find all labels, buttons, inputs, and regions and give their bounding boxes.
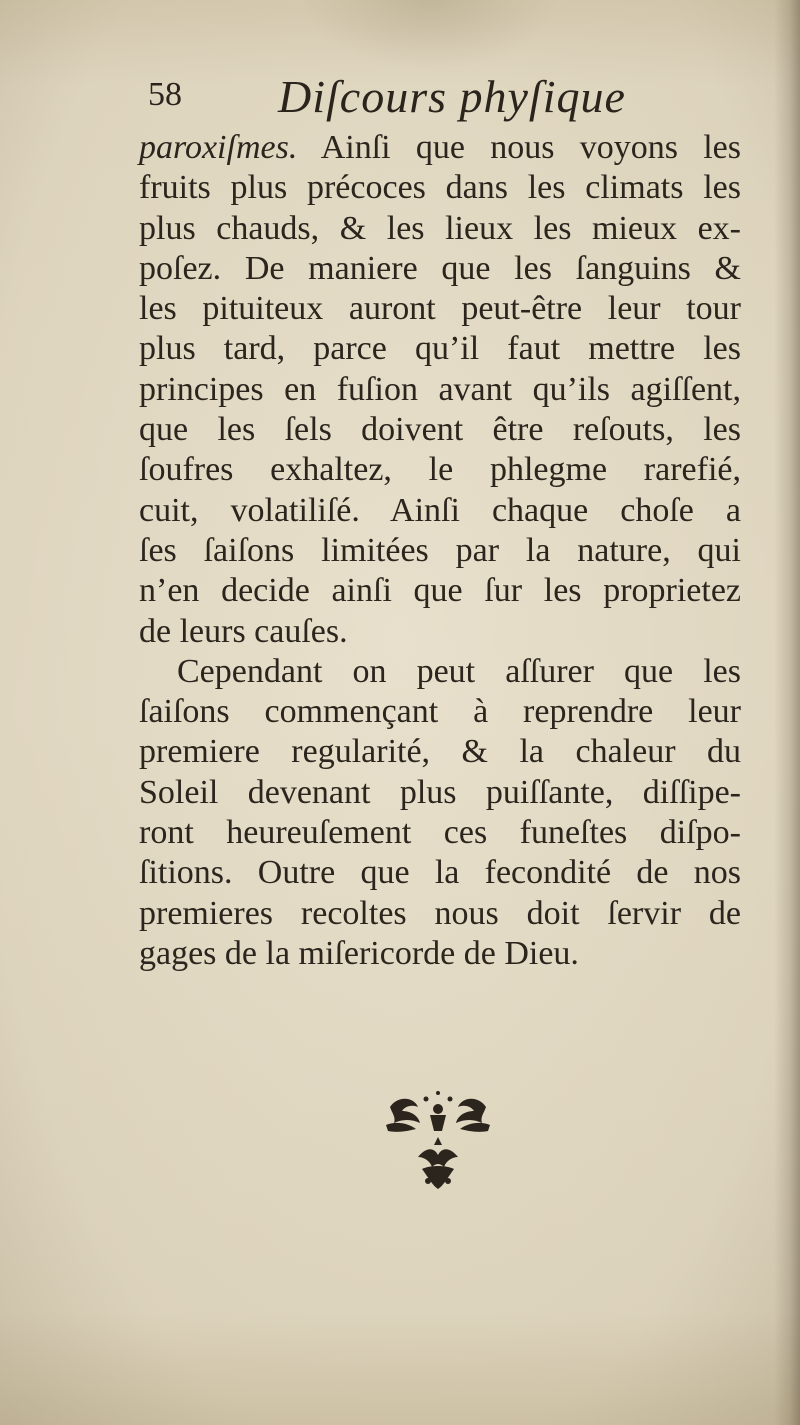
text-line: ront heureuſement ces funeſtes diſpo-: [139, 814, 741, 852]
paper-stain: [300, 0, 560, 70]
text-line: premiere regularité, & la chaleur du: [139, 733, 741, 771]
text-line: plus tard, parce qu’il faut mettre les: [139, 330, 741, 368]
text-line: Cependant on peut aſſurer que les: [177, 652, 741, 690]
page-edge-shadow: [774, 0, 800, 1425]
text-line: Soleil devenant plus puiſſante, diſſipe-: [139, 773, 741, 811]
italic-word: paroxiſmes.: [139, 129, 298, 166]
text-line: [139, 128, 741, 168]
text-line: ſes ſaiſons limitées par la nature, qui: [139, 531, 741, 569]
text-line: poſez. De maniere que les ſanguins &: [139, 249, 741, 287]
text-line: gages de la miſericorde de Dieu.: [139, 934, 579, 972]
text-line: ſitions. Outre que la fecondité de nos: [139, 854, 741, 892]
text-line: fruits plus précoces dans les climats les: [139, 169, 741, 207]
text-line: ſaiſons commençant à reprendre leur: [139, 693, 741, 731]
floral-tailpiece-icon: [378, 1085, 498, 1205]
text-line: principes en fuſion avant qu’ils agiſſent,: [139, 370, 741, 408]
body-text: [139, 128, 741, 974]
text-line: les pituiteux auront peut-être leur tour: [139, 290, 741, 328]
text-line: cuit, volatiliſé. Ainſi chaque choſe a: [139, 491, 741, 529]
text-line: ſoufres exhaltez, le phlegme rarefié,: [139, 451, 741, 489]
text-line: premieres recoltes nous doit ſervir de: [139, 894, 741, 932]
text-line: plus chauds, & les lieux les mieux ex-: [139, 209, 741, 247]
text-line: que les ſels doivent être reſouts, les: [139, 411, 741, 449]
running-head: [148, 70, 668, 130]
running-title: Diſcours phyſique: [278, 71, 626, 122]
text-line: n’en decide ainſi que ſur les proprietez: [139, 572, 741, 610]
line-text: Ainſi que nous voyons les: [297, 129, 741, 166]
text-line: de leurs cauſes.: [139, 612, 348, 650]
page-number: 58: [148, 76, 182, 113]
